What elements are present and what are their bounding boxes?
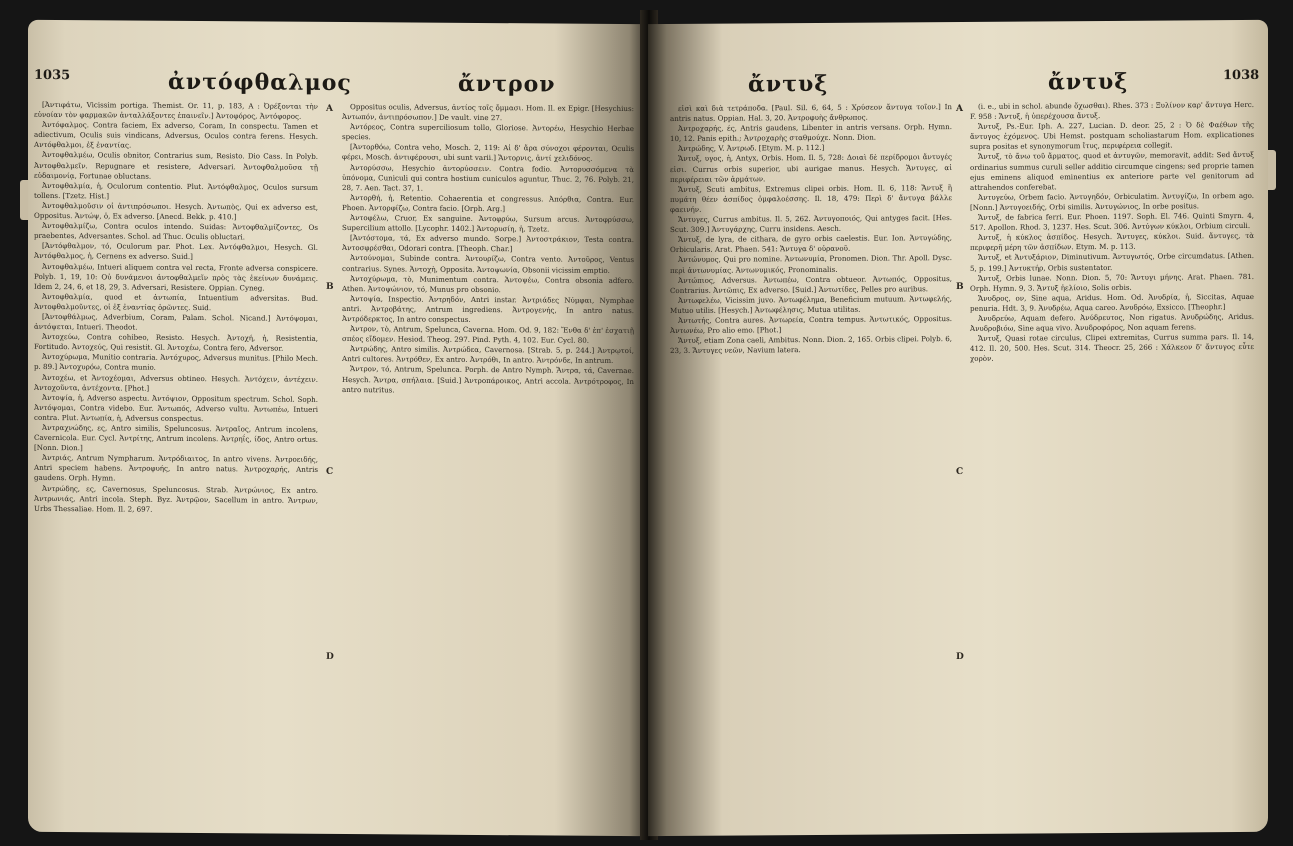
- dictionary-entry: Ἀντυξ, ἡ κύκλος ἀσπίδος. Hesych. Ἄντυγες, κύκλοι. Suid. ἄντυγες, τὰ περιφερῆ μέρη τῶν ἀσπίδων. Etym. M. p. 113.: [970, 231, 1254, 253]
- left-page-headword-left: ἀντόφθαλμος: [168, 68, 352, 97]
- dictionary-entry: [Ἀντόστομα, τά, Ex adverso mundo. Sorpe.] Ἀντοστράκιον, Testa contra. Ἀντοσφρέσθαι, Odorari contra. [Theoph. Char.]: [342, 233, 634, 254]
- dictionary-entry: Ἀντωφελέω, Vicissim juvo. Ἀντωφέλημα, Beneficium mutuum. Ἀντωφελής, Mutuo utilis. [Hesych.] Ἀντωφέλησις, Mutua utilitas.: [670, 293, 952, 315]
- dictionary-entry: Ἀντροχαρής, ές, Antris gaudens, Libenter in antris versans. Orph. Hymn. 10, 12. Panis epith.; Ἀντροχαρὴς σταθμούχε. Nonn. Dion.: [670, 122, 952, 144]
- left-column-a: [34, 100, 318, 836]
- dictionary-entry: Ἀντοχύρωμα, Munitio contraria. Ἀντόχυρος, Adversus munitus. [Philo Mech. p. 89.] Ἀντοχυρόω, Contra munio.: [34, 352, 318, 373]
- dictionary-entry: Ἀντοψία, Inspectio. Ἀντρηδόν, Antri instar. Ἀντριάδες Νύμφαι, Nymphae antri. Ἀντροβάτης, Antrum ingrediens. Ἀντρογενής, In antro natus. Ἀντρόδερκτος, In antro conspectus.: [342, 293, 634, 324]
- margin-letter-a: A: [326, 103, 333, 114]
- dictionary-entry: Ἀντοχεύω, Contra cohibeo, Resisto. Hesych. Ἀντοχή, ἡ, Resistentia, Fortitudo. Ἀντοχεύς, Qui resistit. Gl. Ἀντοχέω, Contra fero, Adversor.: [34, 332, 318, 353]
- dictionary-entry: Ἄντυξ, de fabrica ferri. Eur. Phoen. 1197. Soph. El. 746. Quinti Smyrn. 4, 517. Apollon. Rhod. 3, 1237. Hes. Scut. 306. Ἀντύγων κύκλοι, Orbium circuli.: [970, 210, 1254, 233]
- dictionary-entry: Ἀντοφθαλμία, quod et ἀντωπία, Intuentium adversitas. Bud. Ἀντοφθαλμοῦντες, οἱ ἐξ ἐναντίας ὁρῶντες. Suid.: [34, 291, 318, 312]
- right-page: [648, 20, 1268, 836]
- dictionary-entry: Ἄντυξ, etiam Zona caeli, Ambitus. Nonn. Dion. 2, 165. Orbis clipei. Polyb. 6, 23, 3. Ἄντυγες νεῶν, Navium latera.: [670, 334, 952, 356]
- dictionary-entry: Ἀντρον, τὸ, Antrum, Spelunca, Caverna. Hom. Od. 9, 182: Ἔνθα δ' ἐπ' ἐσχατιῇ σπέος εἴδομεν. Hesiod. Theog. 297. Pind. Pyth. 4, 102. Eur. Cycl. 80.: [342, 324, 634, 345]
- dictionary-entry: Ἀντώπιος, Adversus. Ἀντωπέω, Contra obtueor. Ἀντωπός, Oppositus, Contrarius. Ἀντῶπις, Ex adverso. [Suid.] Ἀντωτίδες, Pelles pro auribus.: [670, 273, 952, 295]
- margin-letter-c: C: [326, 466, 334, 477]
- margin-letter-b-right: B: [956, 281, 964, 293]
- dictionary-entry: Ἄντυξ, Ps.-Eur. Iph. A. 227, Lucian. D. deor. 25, 2 : Ὁ δὲ Φαέθων τῆς ἄντυγος ἐχόμενος. Ubi Hemst. postquam scholiastarum Hom. explicationes supra positas et synonymorum ἴτυς, περιφέρεια collegit.: [970, 120, 1254, 152]
- dictionary-entry: Ἀντούνομαι, Subinde contra. Ἀντουρίζω, Contra vento. Ἀντοῦρος, Ventus contrarius. Synes. Ἀντοχὴ, Opposita. Ἀντοψωνία, Obsonii vicissim emptio.: [342, 253, 634, 275]
- margin-letter-d-right: D: [956, 651, 964, 663]
- dictionary-entry: Ἄντυξ, υγος, ἡ, Antyx, Orbis. Hom. Il. 5, 728: Δοιαὶ δὲ περίδρομοι ἄντυγές εἰσι. Currus orbis superior, ubi aurigae manus. Hesych. Ἄντυγες, αἱ περιφέρειαι τῶν ἁρμάτων.: [670, 152, 952, 184]
- dictionary-entry: Ἄνυδρος, ον, Sine aqua, Aridus. Hom. Od. Ἀνυδρία, ἡ, Siccitas, Aquae penuria. Hdt. 3, 9. Ἀνυδρέω, Aqua careo. Ἀνυδρόω, Exsicco. [Theophr.]: [970, 291, 1254, 313]
- left-page-headword-right: ἄντρον: [458, 70, 556, 98]
- dictionary-entry: [Ἀντιφάτω, Vicissim portiga. Themist. Or. 11, p. 183, A : Ὀρέξονται τὴν εὐνοίαν τὸν φαρμακῶν ἀνταλλάξοντες ἐπαινεῖν.] Ἀντοφόρος, Ἀντόφορος.: [34, 99, 318, 121]
- dictionary-entry: [Ἀντόφθαλμον, τό, Oculorum par. Phot. Lex. Ἀντόφθαλμοι, Hesych. Gl. Ἀντόφθαλμος, ἡ, Cernens ex adverso. Suid.]: [34, 241, 318, 262]
- dictionary-entry: Ἄντυξ, de lyra, de cithara, de gyro orbis caelestis. Eur. Ion. Ἀντυγώδης, Orbicularis. Arat. Phaen. 541: Ἄντυγα δ' οὐρανοῦ.: [670, 233, 952, 255]
- right-column-c: [670, 102, 952, 836]
- dictionary-entry: Ἀντρώδης, V. Ἀντρωδ. [Etym. M. p. 112.]: [678, 143, 825, 154]
- dictionary-entry: Ἀντόφαλμος. Contra faciem, Ex adverso, Coram, In conspectu. Tamen et adiectivum, Oculis suis vindicans, Adversus, Oculos contra ferens. Hesych. Αντόφθαλμοι, ἐξ ἐναντίας.: [34, 120, 318, 150]
- right-column-d: [970, 100, 1254, 836]
- left-page: [28, 20, 648, 836]
- dictionary-entry: [Ἀντορθόω, Contra veho, Mosch. 2, 119: Αἰ δ' ἄρα σύνοχοι φέρονται, Oculis φέρει, Mosch. ἀντιφέρουσι, ubi sunt varii.] Ἄντορνις, ἀντί χελιδόνος.: [342, 142, 634, 164]
- dictionary-entry: Ἀντριάς, Antrum Nympharum. Ἀντρόδιαιτος, In antro vivens. Ἀντροειδής, Antri speciem habens. Ἀντροφυής, In antro natus. Ἀντροχαρής, Antris gaudens. Orph. Hymn.: [34, 453, 318, 483]
- dictionary-entry: Ἀντοφέλω, Cruor, Ex sanguine. Ἀντοφρύω, Sursum arcus. Ἀντοφρύσσω, Supercilium attollo. [Lycophr. 1402.] Ἀντορυσίη, ἡ, Tzetz.: [342, 213, 634, 234]
- right-page-header: [648, 67, 1268, 98]
- left-column-b: [342, 102, 634, 836]
- dictionary-entry: Ἀντοχέω, et Ἀντοχέομαι, Adversus obtineo. Hesych. Ἀντόχειν, ἀντέχειν. Ἀντοχοῦντα, ἀντέχοντα. [Phot.]: [34, 372, 318, 393]
- dictionary-entry: Ἄντυξ, et Ἀντυξάριον, Diminutivum. Ἀντυγωτός, Orbe circumdatus. [Athen. 5, p. 199.] Ἀντυκτήρ, Orbis sustentator.: [970, 251, 1254, 273]
- dictionary-entry: Ἀντώνυμος, Qui pro nomine. Ἀντωνυμία, Pronomen. Dion. Thr. Apoll. Dysc. περὶ ἀντωνυμίας. Ἀντωνυμικός, Pronominalis.: [670, 253, 952, 275]
- margin-letter-a-right: A: [956, 103, 963, 115]
- dictionary-entry: Ἀντοφθαλμέω, Oculis obnitor, Contrarius sum, Resisto. Dio Cass. In Polyb. Ἀντοφθαλμεῖν. Repugnare et resistere, Adversari. Ἀντοφθαλμοῦσα τῇ εὐδαιμονίᾳ, Fortunae obluctans.: [34, 150, 318, 181]
- right-page-headword-right: ἄντυξ: [1048, 68, 1129, 96]
- left-page-header: [28, 67, 648, 98]
- dictionary-entry: Ἀντοφθαλμίζω, Contra oculos intendo. Suidas: Ἀντοφθαλμίζοντες, Os praebentes, Adversantes. Schol. ad Thuc. Oculis obluctari.: [34, 221, 318, 242]
- dictionary-entry: Ἀντοφθαλμοῦσιν οἱ ἀντιπρόσωποι. Hesych. Ἀντωπὸς, Qui ex adverso est, Oppositus. Ἀντώψ, ὁ, Ex adverso. [Anecd. Bekk. p. 410.]: [34, 200, 318, 222]
- dictionary-entry: (i. e., ubi in schol. abunde ὄχωσθαι). Rhes. 373 : Ξυλίνον καρ' ἄντυγα Herc. F. 958 : Ἄντυξ, ἡ ὑπερέχουσα ἄντυξ.: [970, 99, 1254, 122]
- dictionary-entry: Ἄντυξ, Scuti ambitus, Extremus clipei orbis. Hom. Il. 6, 118: Ἄντυξ ἣ πυμάτη θέεν ἀσπίδος ὀμφαλοέσσης. Il. 18, 479: Περὶ δ' ἄντυγα βάλλε φαεινήν.: [670, 182, 952, 214]
- dictionary-entry: Ἀντοφθαλμέω, Intueri aliquem contra vel recta, Fronte adversa conspicere. Polyb. 1, 19, 10: Οὐ δυνάμενοι ἀντοφθαλμεῖν πρὸς τὰς ἐκείνων δυνάμεις. Idem 2, 24, 6, et 18, 29, 3. Adversari, Resistere. Oppian. Cyneg.: [34, 261, 318, 293]
- dictionary-entry: [Ἀντοφθάλμως, Adverbium, Coram, Palam. Schol. Nicand.] Ἀντόψομαι, ἀντόψεται, Intueri. Theodot.: [34, 311, 318, 332]
- right-page-headword-left: ἄντυξ: [748, 70, 829, 98]
- dictionary-entry: εἰσὶ καὶ διὰ τετράποδα. [Paul. Sil. 6, 64, 5 : Χρύσεον ἄντυγα τοῖον.] In antris natus. Oppian. Hal. 3, 20. Ἀντροφυὴς ἄνθρωπος.: [670, 102, 952, 124]
- dictionary-entry: Ἄντυξ, Quasi rotae circulus, Clipei extremitas, Currus summa pars. Il. 14, 412. Il. 20, 500. Hes. Scut. 314. Theocr. 25, 266 : Χάλκεον δ' ἄντυγος εὖτε χορὸν.: [970, 332, 1254, 364]
- dictionary-entry: Ἄντυγες, Currus ambitus. Il. 5, 262. Ἀντυγοποιός, Qui antyges facit. [Hes. Scut. 309.] Ἀντυγάρχης, Curru insidens. Aesch.: [670, 213, 952, 235]
- dictionary-entry: Ἄντρον, τό, Antrum, Spelunca. Porph. de Antro Nymph. Ἄντρα, τά, Cavernae. Hesych. Ἄντρα, σπήλαια. [Suid.] Ἀντροπάροικος, Antri accola. Ἀντρότροφος, In antro nutritus.: [342, 364, 634, 395]
- left-page-number: 1035: [34, 67, 71, 84]
- dictionary-entry: Ἀντοφθαλμία, ἡ, Oculorum contentio. Plut. Ἀντόφθαλμος, Oculos sursum tollens. [Tzetz. Hist.]: [34, 180, 318, 201]
- dictionary-entry: Ἀντωτής, Contra aures. Ἀντωρεία, Contra tempus. Ἀντωτικός, Oppositus. Ἀντωνέω, Pro alio emo. [Phot.]: [670, 314, 952, 336]
- dictionary-entry: Ἄντυξ, Orbis lunae. Nonn. Dion. 5, 70: Ἄντυγι μήνης. Arat. Phaen. 781. Orph. Hymn. 9, 3. Ἄντυξ ἠελίοιο, Solis orbis.: [970, 271, 1254, 293]
- dictionary-entry: Ἀντραχνώδης, ες, Antro similis, Speluncosus. Ἀντραῖος, Antrum incolens, Cavernicola. Eur. Cycl. Ἀντρίτης, Antrum incolens. Ἀντρηΐς, ίδος, Antro ortus. [Nonn. Dion.]: [34, 422, 318, 453]
- margin-letter-c-right: C: [956, 466, 964, 478]
- dictionary-entry: Ἀντοχύρωμα, τὸ, Munimentum contra. Ἀντοψέω, Contra obsonia adfero. Athen. Ἀντοψώνιον, τό, Munus pro obsonio.: [342, 273, 634, 294]
- margin-letter-b: B: [326, 281, 334, 292]
- margin-letter-d: D: [326, 651, 334, 662]
- dictionary-entry: Ἀντρώδης, Antro similis. Ἀντρώδεα, Cavernosa. [Strab. 5, p. 244.] Ἀντρῳτοί, Antri cultores. Ἀντρόθεν, Ex antro. Ἀντρόθι, In antro. Ἀντρόνδε, In antrum.: [342, 344, 634, 366]
- dictionary-entry: Ἀντορύσσω, Hesychio ἀντορύσσειν. Contra fodio. Ἀντορυσσόμενα τὰ ὑπόνομα, Cuniculi qui contra hostium cuniculos aguntur, Thuc. 2, 76. Polyb. 21, 28, 7. Aen. Tact. 37, 1.: [342, 162, 634, 193]
- dictionary-entry: Ἀντοψία, ἡ, Adverso aspectu. Ἀντόψιον, Oppositum spectrum. Schol. Soph. Ἀντόψομαι, Contra videbo. Eur. Ἀντωπός, Adverso vultu. Ἀντωπέω, Intueri contra. Plut. Ἀντωπία, ἡ, Adversus conspectus.: [34, 392, 318, 423]
- dictionary-entry: Ἀντρώδης, ες, Cavernosus, Speluncosus. Strab. Ἀντρώνιος, Ex antro. Ἀντρωνιάς, Antri incola. Steph. Byz. Ἀντρῷον, Sacellum in antro. Ἄντρων, Urbs Thessaliae. Hom. Il. 2, 697.: [34, 483, 318, 514]
- dictionary-entry: Ἀντορθή, ἡ, Retentio. Cohaerentia et congressus. Ἀπόρθια, Contra. Eur. Phoen. Ἀντορφίζω, Contra facio. [Orph. Arg.]: [342, 192, 634, 214]
- dictionary-entry: Ἄντυξ, τὸ ἄνω τοῦ ἅρματος, quod et ἀντυγῶν, memoravit, addit: Sed ἄντυξ ordinarius summus curuli seller additio circumque cingens; sed proprie tamen ejus eminens aliquod eminentius ex anteriore parte vel genitorum ad attrahendos conferebat.: [970, 150, 1254, 192]
- dictionary-entry: Ἀντυγεύω, Orbem facio. Ἀντυγηδόν, Orbiculatim. Ἀντυγίζω, In orbem ago. [Nonn.] Ἀντυγοειδής, Orbi similis. Ἀντυγώνιος, In orbe positus.: [970, 190, 1254, 212]
- dictionary-entry: Oppositus oculis, Adversus, ἀντίος τοῖς ὄμμασι. Hom. Il. ex Epigr. [Hesychius: Ἀντωπόν, ἀντιπρόσωπον.] De vault. vine 27.: [342, 102, 634, 123]
- dictionary-entry: Ἀνυδρεύω, Aquam defero. Ἀνύδρευτος, Non rigatus. Ἀνυδρώδης, Aridus. Ἀνυδροβιόω, Sine aqua vivo. Ἀνυδροφόρος, Non aquam ferens.: [970, 311, 1254, 333]
- dictionary-entry: Ἀντόρεος, Contra superciliosum tollo, Gloriose. Ἀντορέω, Hesychio Herbae species.: [342, 122, 634, 142]
- right-page-number: 1038: [1223, 67, 1260, 84]
